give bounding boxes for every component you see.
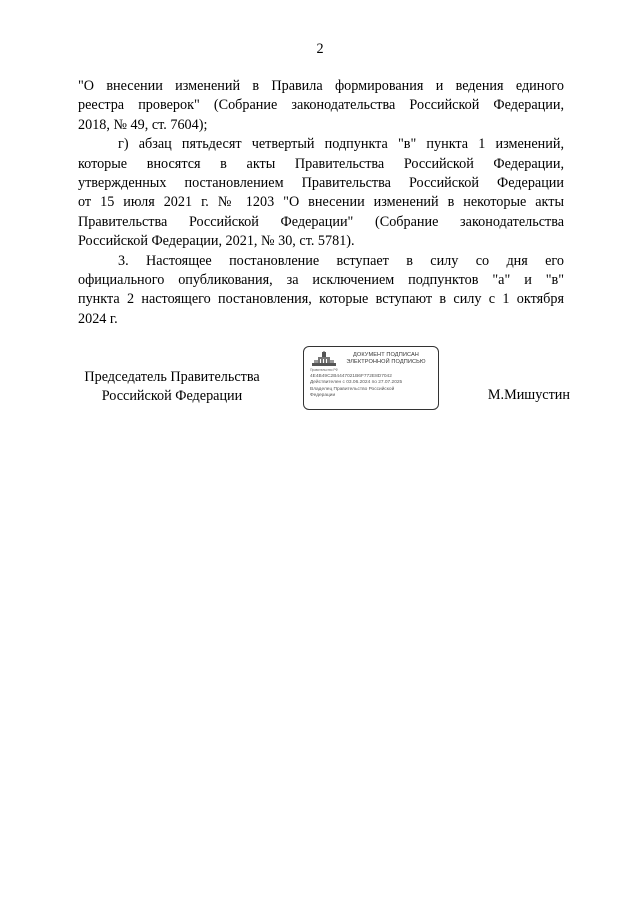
position-line: Председатель Правительства bbox=[84, 369, 260, 385]
stamp-serial: 4E4B49C2B4447021B6F772E8D7042 bbox=[310, 374, 392, 379]
stamp-title-line: ЭЛЕКТРОННОЙ ПОДПИСЬЮ bbox=[346, 359, 426, 365]
text-line: официального опубликования, за исключением подпунктов "а" и "в" bbox=[78, 271, 564, 288]
signatory-name: М.Мишустин bbox=[487, 387, 570, 403]
stamp-title bbox=[338, 352, 434, 366]
text-line: г) абзац пятьдесят четвертый подпункта "в" пункта 1 изменений, bbox=[118, 136, 564, 153]
text-line: Российской Федерации, 2021, № 30, ст. 5781). bbox=[78, 233, 355, 250]
text-line: утвержденных постановлением Правительства Российской Федерации bbox=[78, 174, 564, 191]
text-line: пункта 2 настоящего постановления, которые вступают в силу с 1 октября bbox=[78, 291, 564, 308]
electronic-signature-stamp bbox=[303, 346, 439, 410]
body-text bbox=[78, 77, 564, 329]
paragraph-item-3 bbox=[78, 252, 564, 330]
text-line: реестра проверок" (Собрание законодательства Российской Федерации, bbox=[78, 97, 564, 114]
emblem-caption: Правительство РФ bbox=[310, 368, 338, 372]
text-line: от 15 июля 2021 г. № 1203 "О внесении изменений в некоторые акты bbox=[78, 194, 564, 211]
text-line: Правительства Российской Федерации" (Собрание законодательства bbox=[78, 213, 564, 230]
text-line: 2018, № 49, ст. 7604); bbox=[78, 116, 208, 133]
position-line: Российской Федерации bbox=[101, 388, 243, 404]
text-line: 2024 г. bbox=[78, 310, 118, 327]
paragraph-regulation-reference bbox=[78, 77, 564, 135]
stamp-owner: Владелец Правительство Российской bbox=[310, 386, 395, 392]
page-number: 2 bbox=[316, 41, 324, 57]
stamp-validity: Действителен с 03.06.2024 по 27.07.2025 bbox=[310, 380, 403, 386]
text-line: 3. Настоящее постановление вступает в силу со дня его bbox=[118, 252, 564, 269]
text-line: которые вносятся в акты Правительства Российской Федерации, bbox=[78, 155, 564, 172]
stamp-owner: Федерации bbox=[310, 392, 336, 398]
paragraph-subitem-g bbox=[78, 135, 564, 251]
stamp-details bbox=[310, 374, 434, 399]
text-line: "О внесении изменений в Правила формирования и ведения единого bbox=[78, 78, 564, 94]
signatory-position bbox=[74, 368, 270, 406]
stamp-title-line: ДОКУМЕНТ ПОДПИСАН bbox=[353, 352, 419, 358]
